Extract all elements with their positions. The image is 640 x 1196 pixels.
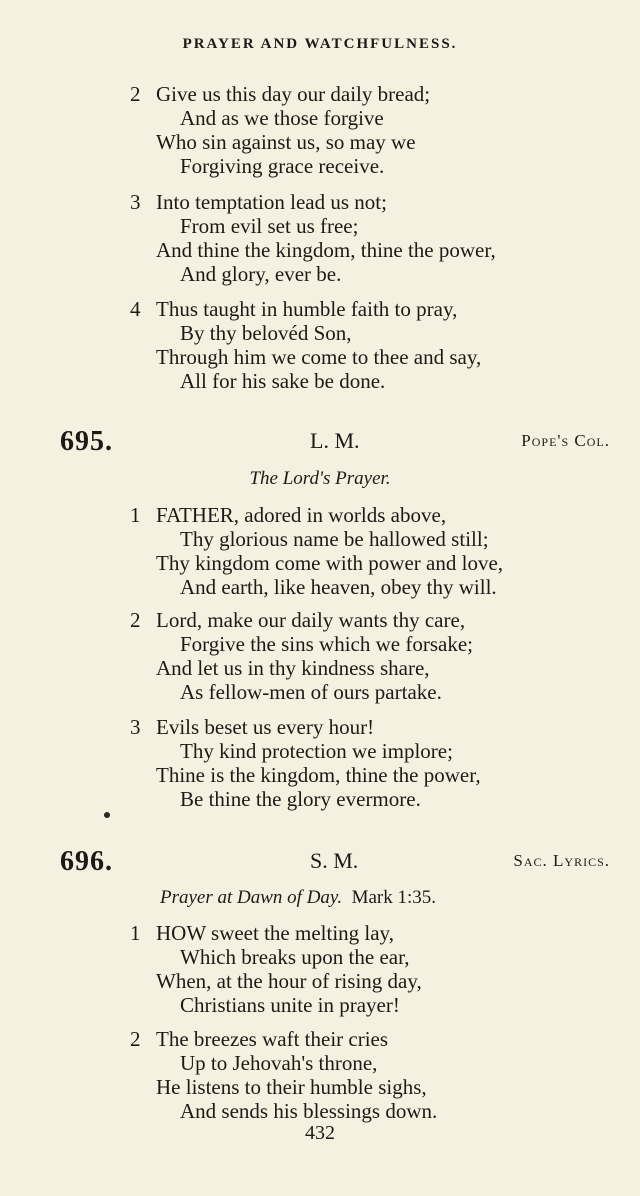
scripture-reference: Mark 1:35.	[351, 887, 437, 908]
stanza-number: 2	[130, 82, 141, 106]
stanza-number: 1	[130, 921, 141, 945]
stanza-line: Christians unite in prayer!	[180, 993, 400, 1017]
stanza-number: 2	[130, 1027, 141, 1051]
hymn-number: 695.	[60, 426, 113, 457]
stanza-line: And as we those forgive	[180, 106, 384, 130]
stanza-line: Evils beset us every hour!	[156, 715, 375, 739]
stanza-line: Thy kingdom come with power and love,	[156, 551, 504, 575]
stanza-line: Who sin against us, so may we	[156, 130, 416, 154]
stanza-line: Lord, make our daily wants thy care,	[156, 608, 466, 632]
stanza-number: 1	[130, 503, 141, 527]
stanza-line: And sends his blessings down.	[180, 1099, 438, 1123]
stanza-number: 3	[130, 715, 141, 739]
stanza-line: Through him we come to thee and say,	[156, 345, 482, 369]
stanza-line: The breezes waft their cries	[156, 1027, 389, 1051]
stanza-line: Be thine the glory evermore.	[180, 787, 421, 811]
stanza-number: 4	[130, 297, 141, 321]
stanza-line: Thine is the kingdom, thine the power,	[156, 763, 481, 787]
stanza-line: And let us in thy kindness share,	[156, 656, 430, 680]
hymn-number: 696.	[60, 846, 113, 877]
stanza-line: From evil set us free;	[180, 214, 359, 238]
stanza-line: Thy kind protection we implore;	[180, 739, 453, 763]
stanza-number: 2	[130, 608, 141, 632]
hymn-696-title-line	[160, 887, 436, 909]
stanza-line: He listens to their humble sighs,	[156, 1075, 427, 1099]
stanza-line: Forgive the sins which we forsake;	[180, 632, 473, 656]
stanza-line: Which breaks upon the ear,	[180, 945, 410, 969]
running-head: PRAYER AND WATCHFULNESS.	[182, 36, 458, 52]
stanza-line: Thy glorious name be hallowed still;	[180, 527, 489, 551]
stanza-line: Give us this day our daily bread;	[156, 82, 431, 106]
hymn-source: Sac. Lyrics.	[513, 851, 610, 870]
stanza-line: Thus taught in humble faith to pray,	[156, 297, 458, 321]
hymn-695-title: The Lord's Prayer.	[249, 468, 391, 489]
stanza-line: All for his sake be done.	[180, 369, 386, 393]
stanza-line: Forgiving grace receive.	[180, 154, 385, 178]
stanza-line: And glory, ever be.	[180, 262, 342, 286]
stanza-line: Up to Jehovah's throne,	[180, 1051, 378, 1075]
hymn-696-title: Prayer at Dawn of Day.	[160, 887, 343, 908]
page-number: 432	[305, 1122, 335, 1144]
stanza-line: Into temptation lead us not;	[156, 190, 387, 214]
stanza-line: And earth, like heaven, obey thy will.	[180, 575, 497, 599]
hymn-source: Pope's Col.	[521, 431, 610, 450]
stanza-line: HOW sweet the melting lay,	[156, 921, 394, 945]
hymn-695-header	[60, 426, 610, 456]
stanza-line: By thy belovéd Son,	[180, 321, 352, 345]
hymn-696-header	[60, 846, 610, 876]
hymn-meter: L. M.	[310, 428, 360, 453]
stanza-line: And thine the kingdom, thine the power,	[156, 238, 496, 262]
ink-spot	[104, 812, 110, 818]
hymn-meter: S. M.	[310, 848, 359, 873]
stanza-line: FATHER, adored in worlds above,	[156, 503, 447, 527]
stanza-line: When, at the hour of rising day,	[156, 969, 422, 993]
stanza-line: As fellow-men of ours partake.	[180, 680, 442, 704]
stanza-number: 3	[130, 190, 141, 214]
